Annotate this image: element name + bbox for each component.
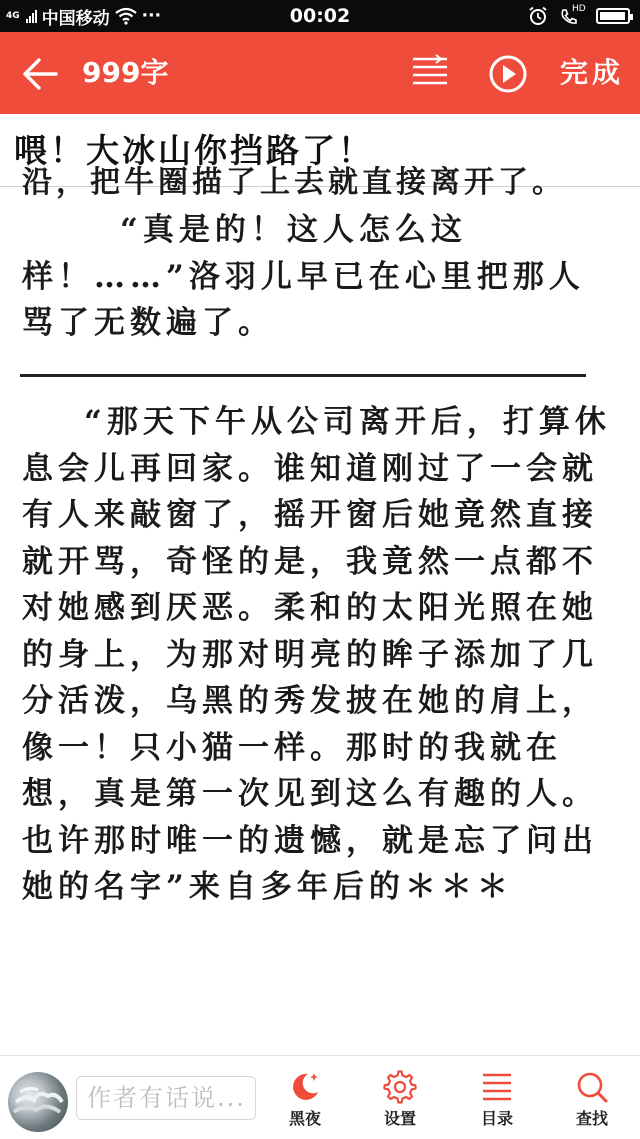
play-button[interactable]	[488, 54, 528, 94]
clock: 00:02	[289, 5, 351, 27]
tab-label: 黑夜	[288, 1109, 321, 1128]
partial-text-line: 沿，把牛圈描了上去就直接离开了。	[22, 165, 566, 200]
status-bar-right	[528, 0, 630, 32]
tab-search[interactable]	[552, 1062, 632, 1138]
hd-label: HD	[572, 4, 586, 14]
hd-call-icon	[560, 6, 584, 26]
bottom-toolbar	[0, 1055, 640, 1139]
tab-catalog[interactable]	[457, 1062, 537, 1138]
moon-icon	[288, 1070, 322, 1104]
done-button[interactable]: 完成	[560, 56, 625, 89]
tab-label: 设置	[383, 1109, 416, 1128]
menu-lines-icon	[410, 54, 450, 92]
content-editor[interactable]	[0, 165, 640, 1055]
list-icon	[480, 1070, 514, 1104]
tab-label: 查找	[575, 1109, 608, 1128]
status-bar	[0, 0, 640, 32]
more-indicator: ···	[141, 6, 162, 26]
horizontal-rule	[20, 374, 586, 377]
avatar[interactable]	[8, 1072, 68, 1132]
tab-settings[interactable]	[360, 1062, 440, 1138]
chapter-title[interactable]: 喂！大冰山你挡路了！	[14, 131, 374, 170]
word-count: 999字	[82, 56, 169, 89]
tab-label: 目录	[480, 1109, 513, 1128]
author-note-input[interactable]: 作者有话说...	[76, 1076, 256, 1120]
network-label: 4G	[6, 10, 20, 21]
back-button[interactable]	[20, 54, 60, 94]
alarm-icon	[528, 6, 548, 26]
search-icon	[575, 1070, 609, 1104]
arrow-left-icon	[20, 54, 60, 94]
gear-icon	[383, 1070, 417, 1104]
editor-header	[0, 32, 640, 114]
paragraph-2: “那天下午从公司离开后，打算休息会儿再回家。谁知道刚过了一会就有人来敲窗了，摇开窗后她竟然直接就开骂，奇怪的是，我竟然一点都不对她感到厌恶。柔和的太阳光照在她的身上，为那对明亮的眸子添加了几分活泼，乌黑的秀发披在她的肩上，像一！只小猫一样。那时的我就在想，真是第一次见到这么有趣的人。也许那时唯一的遗憾，就是忘了问出她的名字”来自多年后的＊＊＊	[22, 404, 611, 905]
tab-night-mode[interactable]	[265, 1062, 345, 1138]
format-menu-button[interactable]	[410, 54, 450, 92]
battery-icon	[596, 8, 630, 24]
paragraph-1: “真是的！这人怎么这样！……”洛羽儿早已在心里把那人骂了无数遍了。	[22, 212, 585, 341]
carrier-name: 中国移动	[41, 8, 110, 29]
play-circle-icon	[488, 54, 528, 94]
